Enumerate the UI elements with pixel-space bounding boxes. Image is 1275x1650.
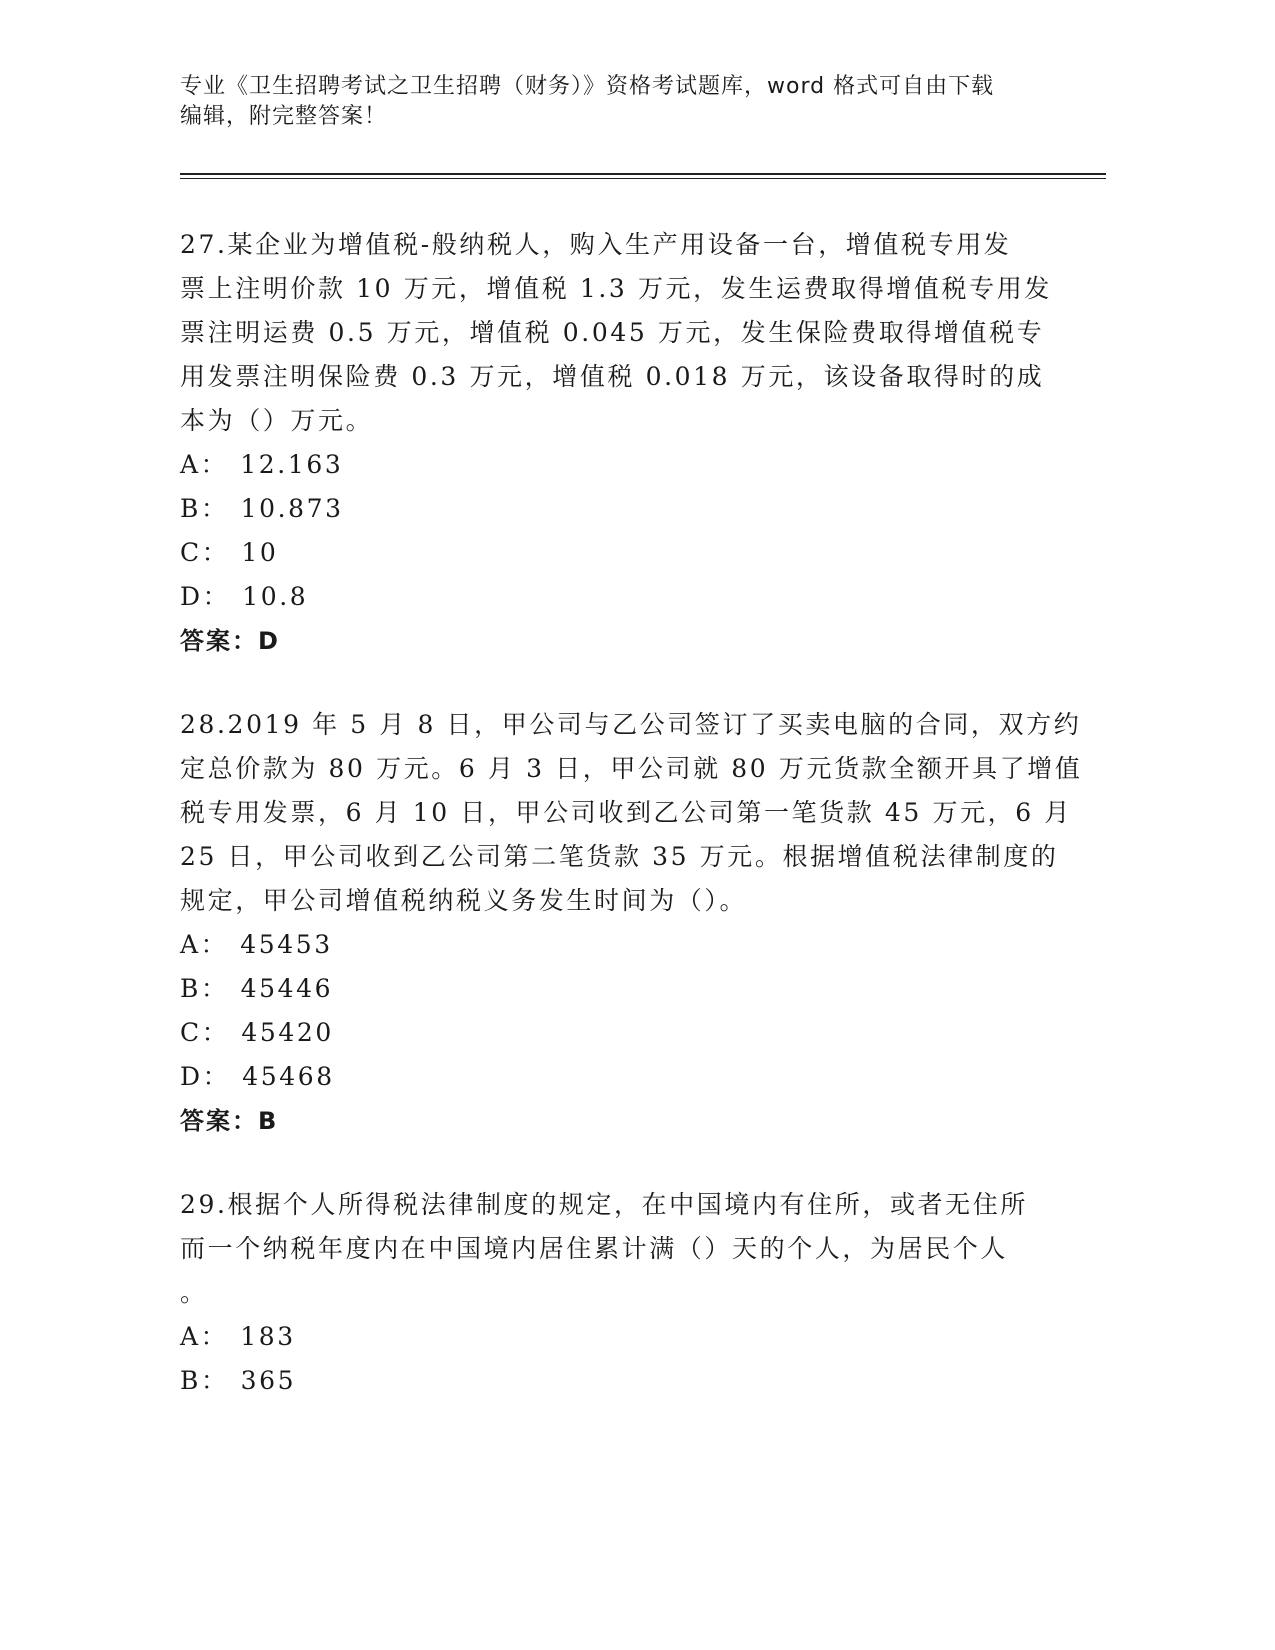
question-text-line: 定总价款为 80 万元。6 月 3 日，甲公司就 80 万元货款全额开具了增值 [180, 754, 1083, 783]
option-text: 10.8 [242, 582, 309, 611]
option-text: 45468 [242, 1062, 335, 1091]
question-text-line: 。 [180, 1278, 208, 1307]
option-text: 183 [240, 1322, 296, 1351]
question-29 [180, 1183, 1060, 1403]
option-letter: D： [180, 1062, 231, 1091]
question-28 [180, 703, 1083, 1143]
question-text-line: 25 日，甲公司收到乙公司第二笔货款 35 万元。根据增值税法律制度的 [180, 842, 1059, 871]
option-a [180, 1315, 1060, 1359]
answer-label: 答案：B [180, 1107, 279, 1135]
option-c [180, 531, 1060, 575]
document-header [180, 72, 1040, 132]
header-line-2: 编辑，附完整答案！ [180, 104, 388, 129]
question-text-line: 本为（）万元。 [180, 406, 374, 435]
option-d [180, 575, 1060, 619]
option-text: 10 [241, 538, 279, 567]
question-text-line: 票上注明价款 10 万元，增值税 1.3 万元，发生运费取得增值税专用发 [180, 274, 1052, 303]
option-text: 10.873 [240, 494, 344, 523]
question-text-line: 29.根据个人所得税法律制度的规定，在中国境内有住所，或者无住所 [180, 1190, 1028, 1219]
header-divider-thin [180, 178, 1106, 179]
option-letter: C： [180, 538, 230, 567]
question-text-line: 27.某企业为增值税-般纳税人，购入生产用设备一台，增值税专用发 [180, 230, 1012, 259]
option-a [180, 443, 1060, 487]
option-b [180, 487, 1060, 531]
option-b [180, 1359, 1060, 1403]
question-text-line: 28.2019 年 5 月 8 日，甲公司与乙公司签订了买卖电脑的合同，双方约 [180, 710, 1082, 739]
option-text: 45420 [241, 1018, 334, 1047]
option-text: 365 [240, 1366, 297, 1395]
question-text-line: 税专用发票，6 月 10 日，甲公司收到乙公司第一笔货款 45 万元，6 月 [180, 798, 1072, 827]
option-text: 45446 [240, 974, 334, 1003]
option-a [180, 923, 1060, 967]
option-b [180, 967, 1060, 1011]
question-27 [180, 223, 1060, 663]
option-letter: C： [180, 1018, 230, 1047]
option-letter: B： [180, 1366, 229, 1395]
question-text-line: 票注明运费 0.5 万元，增值税 0.045 万元，发生保险费取得增值税专 [180, 318, 1045, 347]
option-letter: A： [180, 930, 229, 959]
question-text-line: 规定，甲公司增值税纳税义务发生时间为（）。 [180, 886, 748, 915]
option-text: 12.163 [240, 450, 344, 479]
option-d [180, 1055, 1060, 1099]
option-text: 45453 [240, 930, 333, 959]
answer-label: 答案：D [180, 627, 280, 655]
option-letter: B： [180, 974, 229, 1003]
option-letter: D： [180, 582, 231, 611]
option-letter: A： [180, 450, 229, 479]
option-c [180, 1011, 1060, 1055]
question-text-line: 用发票注明保险费 0.3 万元，增值税 0.018 万元，该设备取得时的成 [180, 362, 1045, 391]
option-letter: B： [180, 494, 229, 523]
option-letter: A： [180, 1322, 229, 1351]
question-text-line: 而一个纳税年度内在中国境内居住累计满（）天的个人，为居民个人 [180, 1234, 1009, 1263]
header-line-1: 专业《卫生招聘考试之卫生招聘（财务）》资格考试题库，word 格式可自由下载 [180, 74, 995, 99]
header-divider-thick [180, 173, 1106, 175]
